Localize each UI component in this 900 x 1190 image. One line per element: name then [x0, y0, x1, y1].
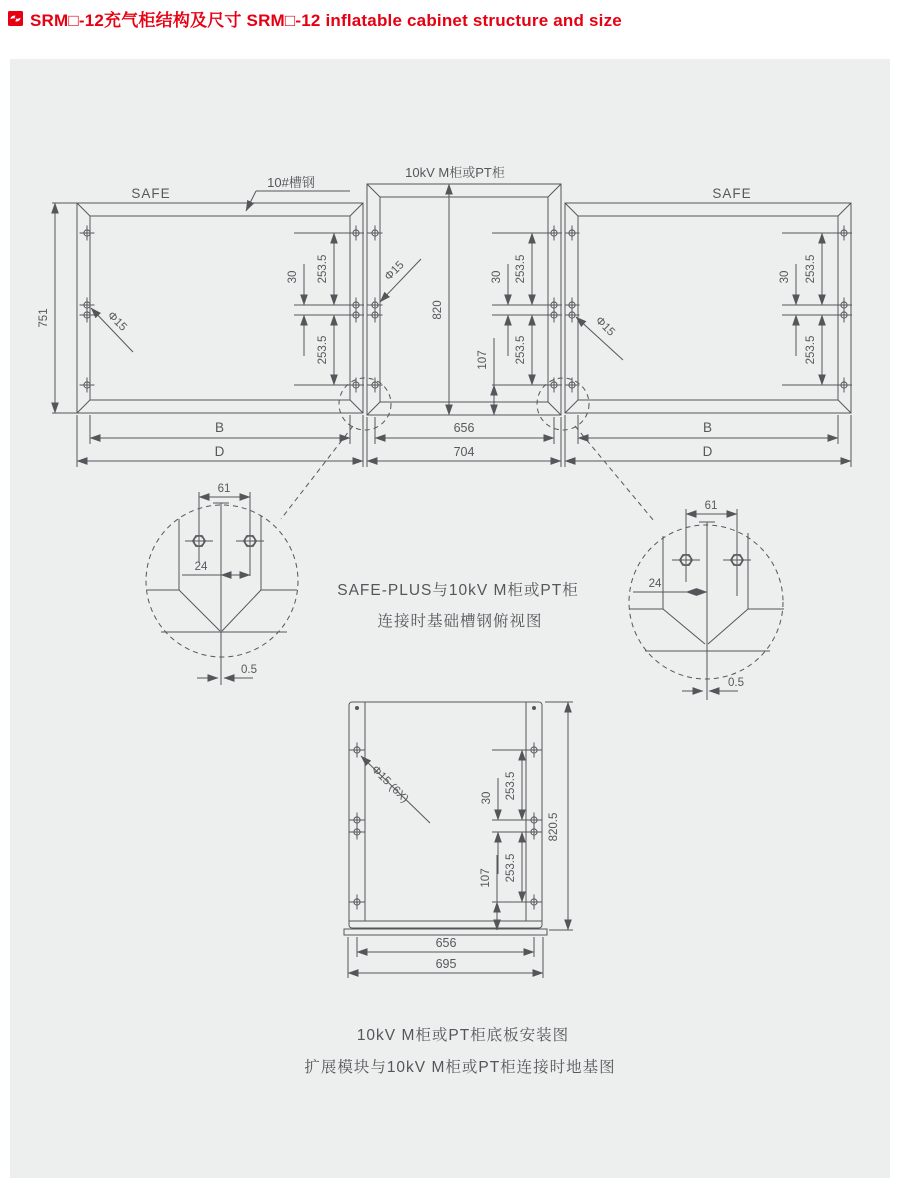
dim-pitch-middle-top: 253.5 — [515, 254, 527, 284]
pitch-dims-left — [287, 233, 364, 385]
dim-pitch-right-top: 253.5 — [805, 254, 817, 284]
dim-B-left: B — [214, 420, 226, 435]
dim-656-top: 656 — [453, 421, 475, 435]
dim-plate-bottom-offset: 107 — [480, 868, 492, 888]
caption-plate-line2: 扩展模块与10kV M柜或PT柜连接时地基图 — [304, 1059, 616, 1076]
dim-plate-outer-width: 695 — [435, 957, 457, 971]
dim-gap-middle: 30 — [491, 270, 503, 284]
dim-plate-pitch-bottom: 253.5 — [505, 853, 517, 883]
dim-plate-height: 820.5 — [548, 812, 560, 842]
plate-dimensions — [348, 702, 573, 978]
label-safe-left: SAFE — [131, 186, 171, 201]
page-title: SRM□-12充气柜结构及尺寸 SRM□-12 inflatable cabinet structure and size — [30, 10, 622, 30]
dim-middle-height: 820 — [432, 300, 444, 320]
dim-pitch-left-bottom: 253.5 — [317, 335, 329, 365]
dim-clearance-left: 0.5 — [241, 664, 257, 676]
label-phi15-6x: Φ15 (6X) — [368, 763, 411, 806]
caption-connection-line2: 连接时基础槽钢俯视图 — [377, 613, 543, 630]
label-channel-steel: 10#槽钢 — [267, 175, 315, 190]
dim-web-offset-left: 24 — [194, 561, 208, 573]
label-phi15-left: Φ15 — [104, 309, 129, 334]
dim-hole-spacing-right: 61 — [704, 500, 718, 512]
dim-plate-inner-width: 656 — [435, 936, 457, 950]
dim-plate-pitch-top: 253.5 — [505, 771, 517, 801]
dim-hole-spacing-left: 61 — [217, 483, 231, 495]
pitch-dims-right — [779, 233, 852, 385]
dim-704: 704 — [453, 445, 475, 459]
dim-D-right: D — [702, 444, 714, 459]
caption-plate-line1: 10kV M柜或PT柜底板安装图 — [356, 1027, 570, 1044]
dim-gap-right: 30 — [779, 270, 791, 284]
label-middle-cabinet: 10kV M柜或PT柜 — [405, 165, 505, 180]
label-phi15-middle: Φ15 — [382, 259, 407, 284]
dim-web-offset-right: 24 — [648, 578, 662, 590]
dim-clearance-right: 0.5 — [728, 677, 744, 689]
height-dimensions — [38, 184, 449, 415]
top-view-left-cabinet — [77, 203, 364, 413]
plate-view — [344, 702, 547, 935]
dim-pitch-left-top: 253.5 — [317, 254, 329, 284]
top-view-right-cabinet — [565, 203, 852, 413]
hole-callouts-top-view — [91, 259, 623, 360]
dim-pitch-right-bottom: 253.5 — [805, 335, 817, 365]
width-dimensions — [77, 415, 851, 467]
dim-gap-left: 30 — [287, 270, 299, 284]
caption-connection-line1: SAFE-PLUS与10kV M柜或PT柜 — [337, 582, 579, 599]
dim-pitch-middle-bottom: 253.5 — [515, 335, 527, 365]
top-view-labels — [131, 165, 751, 211]
dim-D-left: D — [214, 444, 226, 459]
label-safe-right: SAFE — [712, 186, 752, 201]
detail-view-right — [629, 500, 784, 700]
dim-B-right: B — [702, 420, 714, 435]
dim-plate-gap: 30 — [481, 791, 493, 805]
detail-view-left — [146, 483, 298, 685]
dim-bottom-offset-middle: 107 — [477, 350, 489, 370]
dim-side-height: 751 — [38, 308, 50, 328]
pitch-dims-middle — [477, 233, 562, 415]
label-phi15-right: Φ15 — [592, 314, 617, 339]
